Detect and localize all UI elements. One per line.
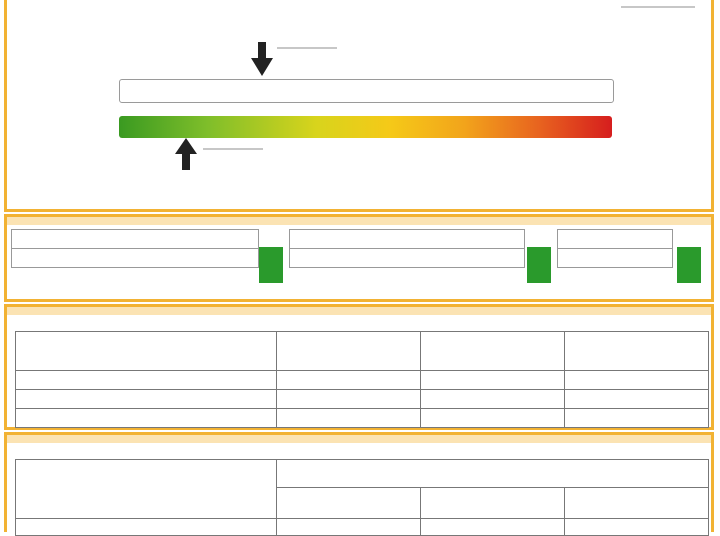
endenergiebedarf-table [15,459,709,536]
endenergiebedarf-title [7,435,711,443]
cell [565,519,709,536]
checkmark-icon [677,247,701,283]
col-header [16,460,277,519]
din-4108-check [557,225,705,268]
primaerenergie-check [11,225,289,268]
nachweis-row [557,249,673,268]
nachweis-section [4,214,714,302]
nachweis-row [11,229,259,249]
cell [565,390,709,409]
table-row [16,409,709,428]
row-label [16,519,277,536]
checkmark-icon [527,247,551,283]
table-row [16,371,709,390]
nachweis-row [11,249,259,268]
co2-emissions [615,6,701,8]
gebaeudehuelle-check [289,225,557,268]
table-header-row [16,332,709,371]
table-row [16,390,709,409]
cell [421,409,565,428]
gradient-scale-bar [119,116,612,138]
nachweis-row [289,229,525,249]
cell [277,519,421,536]
col-header [421,332,565,371]
cell [421,390,565,409]
table-row [16,519,709,536]
table-header-row [16,460,709,488]
co2-value [621,6,695,8]
cell [277,371,421,390]
energy-scale-panel [4,0,714,212]
cell [277,409,421,428]
checkmark-icon [259,247,283,283]
scale-ticks [119,100,612,116]
col-header [277,488,421,519]
cell [421,371,565,390]
endenergie-marker [277,40,340,52]
col-header [421,488,565,519]
aufteilung-title [7,307,711,315]
endenergiebedarf-section [4,432,714,532]
nachweis-row [289,249,525,268]
col-header [16,332,277,371]
aufteilung-section [4,304,714,430]
col-header [277,332,421,371]
cell [421,519,565,536]
row-label [16,409,277,428]
row-label [16,371,277,390]
row-label [16,390,277,409]
nachweis-title [7,217,711,225]
col-header [565,332,709,371]
primaer-marker-value [203,148,263,150]
group-header [277,460,709,488]
cell [277,390,421,409]
aufteilung-table [15,331,709,428]
primaer-marker [203,141,266,153]
arrow-down-icon [251,42,273,76]
arrow-up-icon [175,138,197,170]
nachweis-row [557,229,673,249]
col-header [565,488,709,519]
cell [565,371,709,390]
endenergie-marker-value [277,47,337,49]
cell [565,409,709,428]
